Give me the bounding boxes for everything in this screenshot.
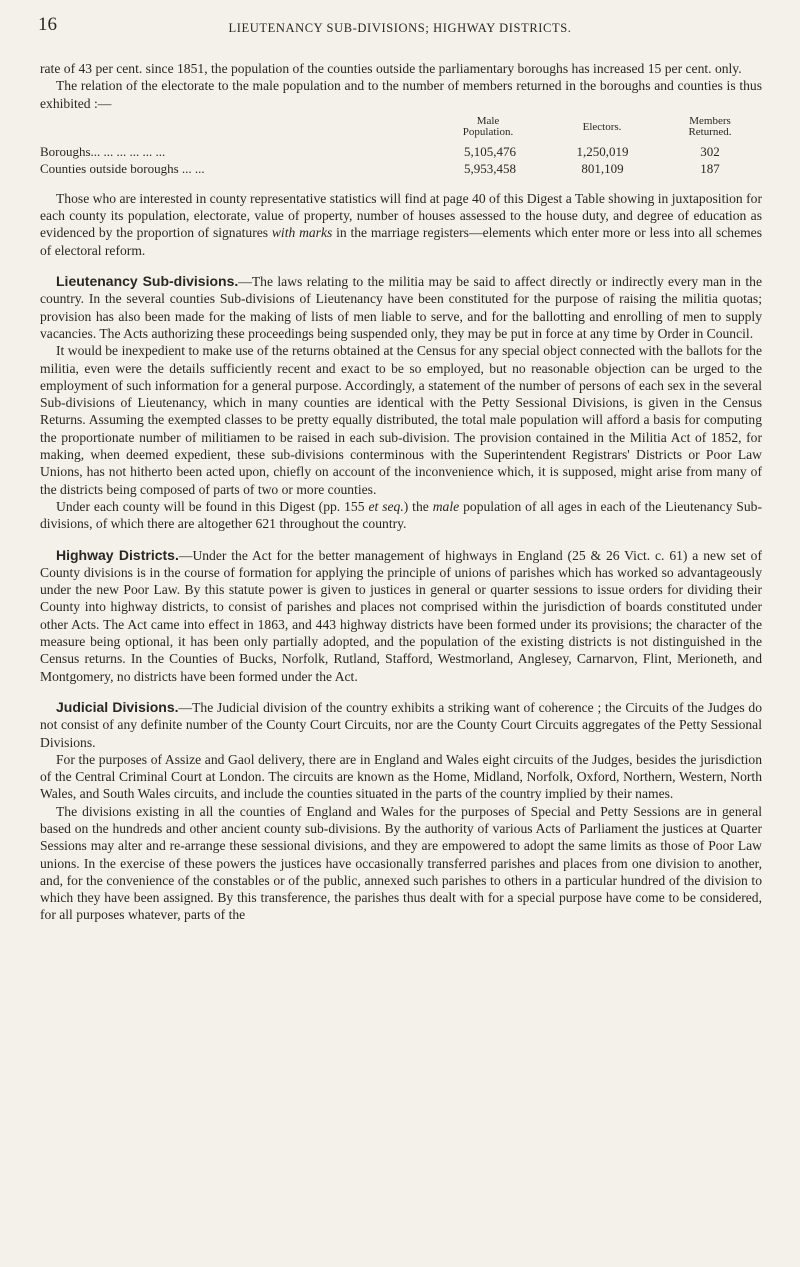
text-run-italic: male	[432, 498, 460, 514]
text-run: in the marriage registers—elements which enter more or less into all schemes of electoral reform.	[40, 225, 762, 258]
boroughs-members: 302	[700, 143, 720, 159]
section-heading-judicial: Judicial Divisions.	[56, 698, 179, 715]
page-body	[40, 60, 762, 924]
section-heading-highway: Highway Districts.	[56, 546, 179, 563]
text-run: Those who are interested in county representative statistics will find at page 40 of this Digest a Table showing in juxtaposition for each county its population, electorate, value of property, number of houses assessed to the house duty, and degree of education as evidenced by the proportion of signatures	[40, 190, 762, 241]
col-header-text: Population.	[462, 125, 514, 138]
col-header-members-returned	[655, 116, 765, 138]
text-run-italic: with marks	[271, 225, 333, 241]
page-number: 16	[38, 14, 57, 35]
electorate-table	[40, 116, 762, 182]
highway-paragraph	[40, 547, 762, 685]
digest-paragraph	[40, 190, 762, 259]
judicial-paragraph-3: The divisions existing in all the counties of England and Wales for the purposes of Special and Petty Sessions are in general based on the hundreds and other ancient county sub-divisions. By the authority of various Acts of Parliament the justices at Quarter Sessions may alter and re-arrange these sessional divisions, and they are empowered to adopt the same limits as those of Poor Law unions. In the exercise of these powers the justices have occasionally transferred parishes and places from one division to another, and, for the convenience of the constables or of the public, annexed such parishes to others in a particular hundred of the division to which they have been assigned. By this transference, the parishes thus dealt with for a special purpose have come to be considered, for all purposes whatever, parts of the	[40, 803, 762, 923]
lieutenancy-paragraph-2: It would be inexpedient to make use of the returns obtained at the Census for any special object connected with the ballots for the militia, even were the details sufficiently recent and exact to be so employed, but no reasonable objection can be urged to the employment of such information for a general purpose. Accordingly, a statement of the number of persons of each sex in the several Sub-divisions of Lieutenancy, which in many counties are identical with the Petty Sessional Divisions, is given in the Census Returns. Assuming the exempted classes to be pretty equally distributed, the total male population will afford a basis for computing the proportionate number of militiamen to be raised in each sub-division. The provision contained in the Militia Act of 1852, for making, when deemed expedient, these sub-divisions conterminous with the Superintendent Registrars' Districts or Poor Law Unions, has not hitherto been acted upon, chiefly on account of the inconvenience which, it is supposed, might arise from many of the districts being composed of parts of two or more counties.	[40, 343, 762, 497]
running-head: LIEUTENANCY SUB-DIVISIONS; HIGHWAY DISTRICTS.	[228, 21, 572, 35]
text-run: —Under the Act for the better management of highways in England (25 & 26 Vict. c. 61) a new set of County divisions is in the course of formation for applying the principle of unions of parishes which has worked so advantageously under the new Poor Law. By this statute power is given to justices in general or quarter sessions to issue orders for dividing their County into highway districts, to consist of parishes and places not comprised within the jurisdiction of boards constituted under other Acts. The Act came into effect in 1863, and 443 highway districts have been formed under its provisions; the character of the measure being optional, it has been only partially adopted, and the population of the existing districts is not distinguished in the Census returns. In the Counties of Bucks, Norfolk, Rutland, Stafford, Westmorland, Anglesey, Carnarvon, Flint, Merioneth, and Montgomery, no districts have been formed under the Act.	[40, 547, 763, 684]
judicial-paragraph-1	[40, 699, 762, 751]
text-run: —The laws relating to the militia may be said to affect directly or indirectly every man in the country. In the several counties Sub-divisions of Lieutenancy have been constituted for the purpose of raising the militia quotas; provision has also been made for the making of lists of men liable to serve, and for the ballotting and enrolling of men to supply vacancies. The Acts authorizing these proceedings being suspended only, they may be put in force at any time by Order in Council.	[40, 274, 762, 341]
intro-paragraph-2: The relation of the electorate to the male population and to the number of members returned in the boroughs and counties is thus exhibited :—	[40, 78, 762, 111]
col-header-text: Male	[476, 114, 500, 127]
text-run: Under each county will be found in this Digest (pp. 155	[56, 498, 369, 514]
row-label-counties: Counties outside boroughs ... ...	[40, 160, 205, 176]
text-run: population of all ages in each of the Lieutenancy Sub-divisions, of which there are altogether 621 throughout the country.	[40, 498, 762, 532]
col-header-text: Members	[689, 114, 731, 127]
col-header-electors: Electors.	[582, 120, 622, 133]
lieutenancy-paragraph-1	[40, 273, 762, 342]
col-header-male-population	[433, 116, 543, 138]
col-header-text: Returned.	[688, 125, 732, 138]
text-run: —The Judicial division of the country exhibits a striking want of coherence ; the Circuits of the Judges do not consist of any definite number of the County Court Circuits, nor are the County Court Circuits aggregates of the Petty Sessional Divisions.	[40, 699, 762, 750]
boroughs-electors: 1,250,019	[576, 143, 629, 159]
row-label-boroughs: Boroughs... ... ... ... ... ...	[40, 143, 166, 159]
section-heading-lieutenancy: Lieutenancy Sub-divisions.	[56, 273, 239, 290]
lieutenancy-paragraph-3	[40, 498, 762, 533]
counties-electors: 801,109	[581, 160, 624, 176]
counties-members: 187	[700, 160, 720, 176]
judicial-paragraph-2: For the purposes of Assize and Gaol delivery, there are in England and Wales eight circuits of the Judges, besides the jurisdiction of the Central Criminal Court at London. The circuits are known as the Home, Midland, Norfolk, Oxford, Northern, Western, North Wales, and South Wales circuits, and include the counties situated in the parts of the country implied by their names.	[40, 751, 762, 802]
counties-male-population: 5,953,458	[464, 160, 516, 176]
intro-paragraph-1: rate of 43 per cent. since 1851, the population of the counties outside the parliamentary boroughs has increased 15 per cent. only.	[40, 61, 742, 76]
boroughs-male-population: 5,105,476	[464, 143, 516, 159]
text-run-italic: et seq.	[368, 498, 404, 514]
text-run: ) the	[403, 498, 433, 514]
